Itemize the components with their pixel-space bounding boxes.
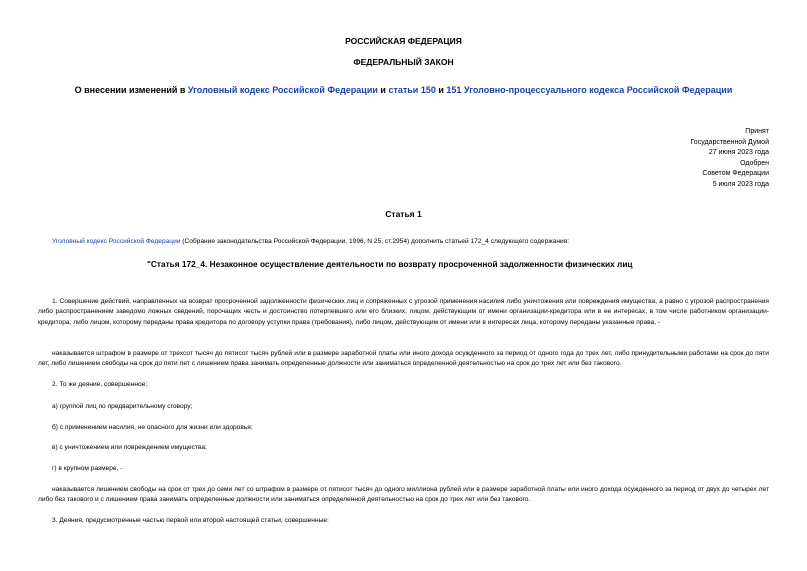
criminal-code-link[interactable]: Уголовный кодекс Российской Федерации [187, 85, 378, 95]
adoption-line-4: Одобрен [740, 159, 769, 167]
item-a: а) группой лиц по предварительному сговору; [52, 403, 193, 410]
item-g: г) в крупном размере, - [52, 465, 123, 472]
part-1-penalty: наказывается штрафом в размере от трехсот тысяч до пятисот тысяч рублей или в размере заработной платы или иного дохода осужденного за период от одного года до трех лет, либо принудительными работами на срок до пяти лет, либо лишением свободы на срок до пяти лет с лишением права занимать определенные должности или заниматься определенной деятельностью на срок до трех лет или без такового. [38, 350, 769, 368]
part-2-text: 2. То же деяние, совершенное: [52, 381, 148, 388]
new-article-title: "Статья 172_4. Незаконное осуществление деятельности по возврату просроченной задолженности физических лиц [147, 259, 633, 269]
law-type-heading: ФЕДЕРАЛЬНЫЙ ЗАКОН [353, 57, 454, 67]
adoption-line-2: Государственной Думой [690, 138, 769, 146]
title-text-2: и [377, 85, 389, 95]
law-title [0, 85, 807, 95]
article-1-intro-text: (Собрание законодательства Российской Федерации, 1996, N 25, ст.2954) дополнить статьей 172_4 следующего содержания: [180, 238, 570, 245]
part-3-text: 3. Деяния, предусмотренные частью первой или второй настоящей статьи, совершенные: [52, 517, 329, 524]
adoption-line-3: 27 июня 2023 года [708, 149, 769, 157]
article-1-heading: Статья 1 [385, 209, 422, 219]
item-b: б) с применением насилия, не опасного для жизни или здоровья; [52, 424, 253, 431]
article-151-link[interactable]: 151 Уголовно-процессуального кодекса Российской Федерации [446, 85, 733, 95]
part-1-text: 1. Совершение действий, направленных на возврат просроченной задолженности физических лиц и сопряженных с угрозой применения насилия либо уничтожения или повреждения имущества, а равно с угрозой распространения либо распространением заведомо ложных сведений, порочащих честь и достоинство потерпевшего или его близких, лицом, действующим от имени организации-кредитора или в ее интересах, в том числе работником организации-кредитора, либо лицом, которому переданы права кредитора по договору уступки права (требования), либо лицом, действующим от имени или в интересах лица, которому переданы указанные права, - [38, 298, 769, 326]
item-v: в) с уничтожением или повреждением имущества; [52, 444, 207, 451]
part-2-penalty: наказывается лишением свободы на срок от трех до семи лет со штрафом в размере от пятисот тысяч до одного миллиона рублей или в размере заработной платы или иного дохода осужденного за период от двух до четырех лет либо без такового и с лишением права занимать определенные должности или заниматься определенной деятельностью на срок до трех лет или без такового. [38, 486, 769, 504]
article-1-intro [52, 237, 783, 247]
article-150-link[interactable]: статьи 150 [388, 85, 436, 95]
criminal-code-inline-link[interactable]: Уголовный кодекс Российской Федерации [52, 238, 181, 245]
adoption-line-5: Советом Федерации [702, 170, 769, 178]
country-heading: РОССИЙСКАЯ ФЕДЕРАЦИЯ [345, 36, 462, 46]
adoption-block [690, 127, 769, 191]
adoption-line-1: Принят [745, 128, 769, 135]
adoption-line-6: 5 июля 2023 года [712, 180, 769, 188]
title-text-1: О внесении изменений в [74, 85, 188, 95]
title-text-3: и [435, 85, 447, 95]
